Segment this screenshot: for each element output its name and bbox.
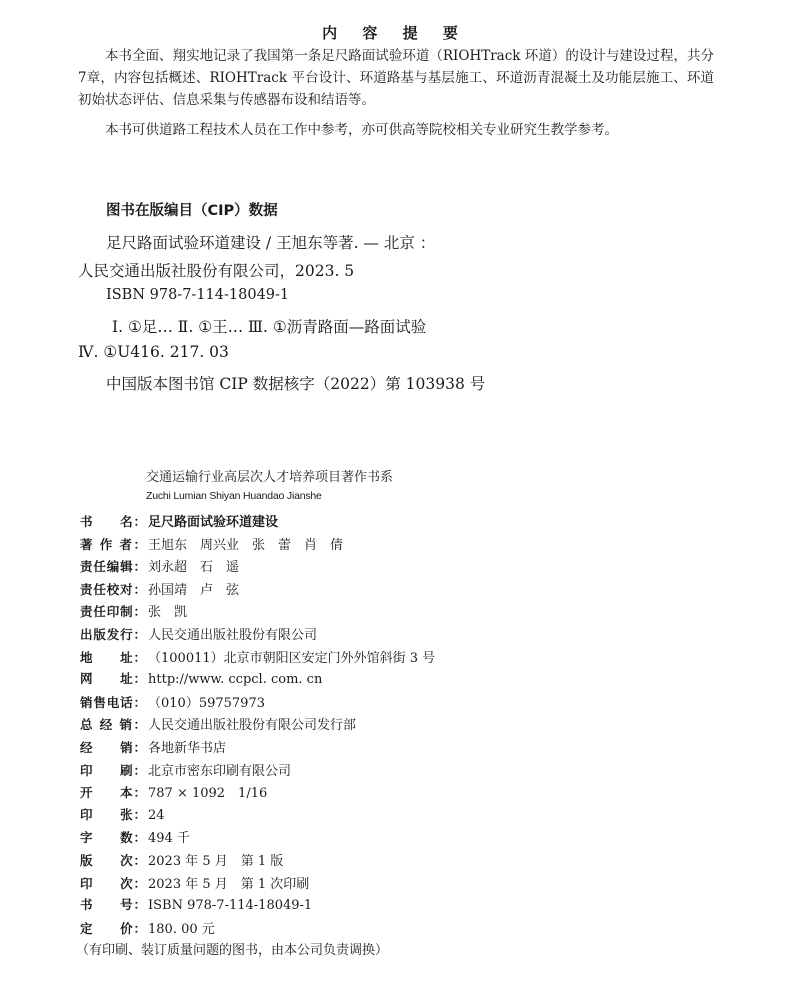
- summary-title: 内 容 提 要: [322, 24, 468, 42]
- colophon-value: 足尺路面试验环道建设: [148, 515, 279, 530]
- colophon-value: 王旭东 周兴业 张 蕾 肖 倩: [148, 537, 344, 553]
- colophon-row: [80, 669, 322, 687]
- summary-paragraph-1: 本书全面、翔实地记录了我国第一条足尺路面试验环道（RIOHTrack 环道）的设计与建设过程，共分7章，内容包括概述、RIOHTrack 平台设计、环道路基与基层施工、环道沥青混凝土及功能层施工、环道初始状态评估、信息采集与传感器布设和结语等。: [78, 48, 714, 108]
- colophon-row: [80, 873, 309, 892]
- colophon-value: 孙国靖 卢 弦: [148, 582, 240, 598]
- colophon-label: 书 名：: [80, 514, 146, 529]
- colophon-value: 人民交通出版社股份有限公司: [148, 628, 318, 643]
- colophon-row: [80, 692, 265, 711]
- colophon-row: [80, 782, 267, 801]
- colophon-row: [80, 714, 356, 733]
- colophon-value: ISBN 978-7-114-18049-1: [148, 898, 313, 914]
- colophon-label: 地 址：: [80, 649, 146, 665]
- colophon-label: 书 号：: [80, 897, 146, 913]
- colophon-value: （010）59757973: [148, 695, 265, 711]
- colophon-label: 印 次：: [80, 875, 146, 891]
- colophon-row: [80, 760, 291, 779]
- colophon-label: 印 张：: [80, 806, 146, 822]
- colophon-row: [80, 918, 215, 937]
- colophon-row: [80, 624, 317, 643]
- colophon-value: （100011）北京市朝阳区安定门外外馆斜街 3 号: [148, 650, 436, 666]
- colophon-label: 责任编辑：: [80, 559, 146, 575]
- colophon-row: [80, 827, 190, 846]
- colophon-row: [80, 534, 343, 553]
- colophon-label: 印 刷：: [80, 762, 146, 778]
- colophon-value: 刘永超 石 遥: [148, 560, 240, 576]
- colophon-label: 经 销：: [80, 740, 146, 755]
- colophon-row: [80, 737, 226, 756]
- colophon-value: 180. 00 元: [148, 921, 215, 937]
- colophon-value: 北京市密东印刷有限公司: [148, 763, 292, 779]
- colophon-value: http://www. ccpcl. com. cn: [148, 672, 323, 688]
- colophon-value: 各地新华书店: [148, 741, 227, 756]
- cip-verification-number: 中国版本图书馆 CIP 数据核字（2022）第 103938 号: [106, 375, 486, 393]
- colophon-value: 2023 年 5 月 第 1 版: [148, 854, 284, 869]
- summary-paragraph-2: 本书可供道路工程技术人员在工作中参考，亦可供高等院校相关专业研究生教学参考。: [105, 122, 618, 138]
- book-series: 交通运输行业高层次人才培养项目著作书系: [146, 470, 394, 485]
- colophon-row: [80, 805, 165, 823]
- cip-classification-number: Ⅳ. ①U416. 217. 03: [78, 343, 229, 361]
- quality-note: （有印刷、装订质量问题的图书，由本公司负责调换）: [76, 943, 389, 958]
- colophon-label: 销售电话：: [80, 694, 146, 710]
- colophon-label: 著 作 者：: [80, 536, 146, 552]
- cip-classification-line: Ⅰ. ①足… Ⅱ. ①王… Ⅲ. ①沥青路面—路面试验: [112, 318, 427, 336]
- colophon-label: 网 址：: [80, 671, 146, 687]
- colophon-value: 787 × 1092 1/16: [148, 786, 268, 802]
- colophon-label: 责任印制：: [80, 604, 146, 620]
- colophon-row: [80, 556, 239, 575]
- cip-line-2: 人民交通出版社股份有限公司，2023. 5: [78, 262, 355, 280]
- cip-heading: 图书在版编目（CIP）数据: [106, 203, 278, 219]
- cip-line-1: 足尺路面试验环道建设 / 王旭东等著. — 北京 ：: [106, 234, 436, 252]
- colophon-row: [80, 895, 312, 913]
- colophon-label: 字 数：: [80, 830, 146, 846]
- colophon-row: [80, 511, 278, 530]
- colophon-value: 24: [148, 807, 165, 823]
- colophon-label: 总 经 销：: [80, 717, 146, 733]
- colophon-label: 责任校对：: [80, 581, 146, 597]
- colophon-label: 开 本：: [80, 785, 146, 801]
- colophon-label: 定 价：: [80, 920, 146, 936]
- cip-isbn: ISBN 978-7-114-18049-1: [106, 287, 290, 303]
- book-title-pinyin: Zuchi Lumian Shiyan Huandao Jianshe: [146, 490, 322, 502]
- colophon-row: [80, 579, 239, 598]
- colophon-label: 版 次：: [80, 853, 146, 868]
- colophon-value: 人民交通出版社股份有限公司发行部: [148, 718, 357, 734]
- colophon-value: 494 千: [148, 831, 190, 847]
- colophon-label: 出版发行：: [80, 627, 146, 642]
- colophon-value: 张 凯: [148, 605, 188, 621]
- colophon-row: [80, 850, 283, 869]
- colophon-value: 2023 年 5 月 第 1 次印刷: [148, 876, 310, 892]
- colophon-row: [80, 601, 187, 620]
- colophon-row: [80, 647, 435, 666]
